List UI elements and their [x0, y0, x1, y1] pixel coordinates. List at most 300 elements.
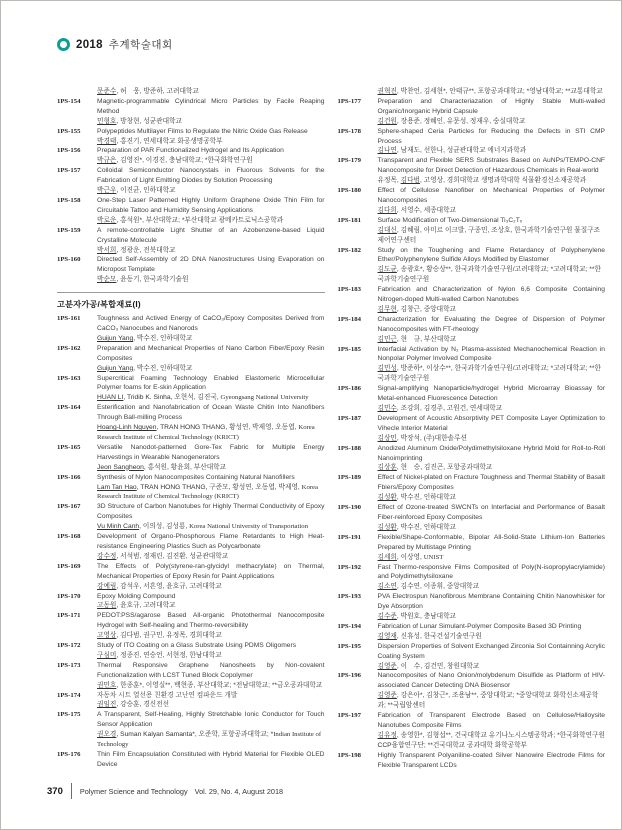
- entry-title: Polypeptides Multilayer Films to Regulate the Nitric Oxide Gas Release: [97, 127, 308, 135]
- entry-title: Surface Modification of Two-Dimensional Ti₃C₂Tₓ: [377, 216, 523, 224]
- program-entry: [57, 473, 325, 503]
- entry-code: 1PS-181: [337, 216, 361, 224]
- entry-title: Effect of Cellulose Nanofiber on Mechanical Properties of Polymer Nanocomposites: [377, 187, 605, 204]
- entry-code: 1PS-172: [57, 642, 81, 650]
- entry-authors: [97, 393, 325, 403]
- entry-code: 1PS-166: [57, 473, 81, 481]
- presenting-author: 김상민: [377, 434, 397, 442]
- author-text: , 정종진, 연승언, 서현정, 한남대학교: [116, 651, 222, 659]
- author-text: , 홍석원*, 부산대학교; *부산대학교 광메카트로닉스공학과: [116, 216, 284, 224]
- presenting-author: Hoang-Linh Nguyen: [97, 424, 157, 432]
- entry-title: Magnetic-programmable Cylindrical Micro Particles by Facile Reaping Method: [97, 97, 325, 115]
- entry-title: One-Step Laser Patterned Highly Uniform Graphene Oxide Thin Film for Circuitable Tattoo and Humidity Sensing Applications: [97, 196, 325, 214]
- program-entry: [338, 711, 606, 751]
- entry-authors: [97, 334, 325, 344]
- presenting-author: 김도균: [377, 266, 397, 274]
- author-text: , 이 수, 김건민, 창원대학교: [396, 662, 480, 670]
- author-text: UNIST: [423, 553, 444, 561]
- presenting-author: Guijun Yang: [97, 334, 134, 342]
- author-text: , 신휴성, 한국건설기술연구원: [396, 632, 482, 640]
- author-text: , 서석범, 정재린, 김진환, 성균관대학교: [116, 552, 229, 560]
- program-columns: [57, 87, 605, 771]
- entry-body: [97, 196, 325, 226]
- author-text: , 강승훈, 경신전선: [116, 701, 170, 709]
- entry-body: [378, 642, 606, 672]
- column-left: [57, 87, 325, 771]
- entry-body: [378, 473, 606, 503]
- author-text: , 조강희, 김경주, 고원건, 연세대학교: [396, 405, 503, 412]
- entry-title: Nanocomposites of Nano Onion/molybdenum Disulfide as Platform of HIV-associated Cancer Detecting DNA Biosensor: [377, 672, 605, 690]
- entry-authors: [378, 523, 606, 533]
- entry-body: [97, 226, 325, 256]
- entry-code: 1PS-186: [337, 385, 361, 393]
- entry-authors: [378, 176, 606, 186]
- entry-title: Supercritical Foaming Technology Enabled Elastomeric Microcellular Polymer foams for E-skin Application: [97, 374, 325, 392]
- program-entry: [57, 403, 325, 443]
- author-text: , 허 웅, 방준하, 고려대학교: [116, 88, 199, 95]
- program-entry: [57, 691, 325, 711]
- presenting-author: 권혁진: [377, 88, 397, 95]
- presenting-author: 권민호: [97, 681, 117, 689]
- entry-body: [97, 374, 325, 404]
- program-entry: [57, 562, 325, 592]
- program-entry: [57, 641, 325, 661]
- program-entry: [338, 503, 606, 533]
- entry-code: 1PS-184: [337, 315, 361, 323]
- presenting-author: 구심미: [97, 651, 117, 659]
- entry-authors: [378, 662, 606, 672]
- presenting-author: 박경태: [97, 137, 117, 145]
- entry-authors: [378, 305, 606, 315]
- entry-authors: [97, 681, 325, 691]
- page-number: 370: [47, 785, 63, 797]
- author-text: , 현 규, 부산대학교: [396, 335, 457, 343]
- entry-authors: [378, 206, 606, 216]
- entry-code: 1PS-192: [337, 563, 361, 571]
- page-header: [57, 37, 173, 52]
- entry-body: [378, 563, 606, 593]
- author-text: , 김영진*, 이경진, 충남대학교; *한국화학연구원: [116, 157, 253, 165]
- presenting-author: 강예림: [97, 582, 117, 590]
- entry-title: Signal-amplifying Nanoparticle/hydrogel Hybrid Microarray Bioassay for Metal-enhanced Fluorescence Detection: [377, 385, 605, 403]
- presenting-author: 박규은: [97, 157, 117, 165]
- entry-body: [378, 285, 606, 315]
- entry-code: 1PS-169: [57, 562, 81, 570]
- entry-code: [57, 87, 97, 97]
- entry-body: [97, 344, 325, 374]
- entry-body: [378, 711, 606, 751]
- entry-body: [378, 127, 606, 157]
- entry-title: Study on the Toughening and Flame Retardancy of Polyphenylene Ether/Polyphenylene Sulfide Alloys Modified by Elastomer: [377, 246, 605, 264]
- entry-authors: [97, 463, 325, 473]
- presenting-author: Vu Minh Canh: [97, 523, 140, 531]
- program-entry: [338, 414, 606, 444]
- author-text: , 김혜림, 아미르 이크발, 구종민, 조상호, 한국과학기술연구원 물질구조제어연구센터: [377, 226, 601, 244]
- entry-authors: [97, 156, 325, 166]
- presenting-author: 김건원: [377, 117, 397, 125]
- author-text: , 정광운, 전북대학교: [116, 246, 176, 254]
- program-entry: [57, 661, 325, 691]
- entry-body: [378, 622, 606, 642]
- author-text: , 송영한*, 김형섭**, 건국대학교 유기나노시스템공학과; *한국화학연구원 CCP융합연구단; **건국대학교 공과대학 화학공학부: [377, 731, 605, 749]
- author-text: , 홍석원, 황윤회, 부산대학교: [143, 463, 227, 471]
- entry-code: 1PS-196: [337, 672, 361, 680]
- presenting-author: 김무현: [377, 305, 397, 313]
- column-right: [338, 87, 606, 771]
- entry-code: 1PS-154: [57, 97, 81, 105]
- program-entry: [338, 345, 606, 385]
- program-entry: [338, 533, 606, 563]
- journal-name: Polymer Science and Technology: [79, 786, 188, 796]
- entry-title: Interfacial Activation by N₂ Plasma-assisted Mechanochemical Reaction in Nonpolar Polymer Involved Composite: [377, 345, 605, 363]
- entry-body: [97, 750, 325, 770]
- presenting-author: 김민성: [377, 365, 397, 373]
- entry-title: Fabrication of Lunar Simulant-Polymer Composite Based 3D Printing: [377, 622, 582, 630]
- entry-title: Highly Transparent Polyaniline-coated Silver Nanowire Electrode Films for Flexible Transparent LCDs: [377, 751, 605, 769]
- program-entry: [338, 216, 606, 246]
- entry-code: 1PS-171: [57, 612, 81, 620]
- entry-title: Dispersion Properties of Solvent Exchanged Zirconia Sol Containning Acrylic Coating System: [377, 642, 605, 660]
- entry-authors: [97, 364, 325, 374]
- author-text: 유정목,: [377, 177, 401, 185]
- entry-body: [97, 314, 325, 344]
- program-entry: [338, 642, 606, 672]
- entry-authors: [97, 117, 325, 127]
- program-entry: [338, 444, 606, 474]
- entry-code: 1PS-193: [337, 593, 361, 601]
- author-text: , 김수연, 이종휘, 중앙대학교: [396, 583, 480, 591]
- entry-title: Development of Acoustic Absorptivity PET Composite Layer Optimization to Vihecle Interior Material: [377, 414, 605, 432]
- entry-body: [97, 443, 325, 473]
- entry-authors: [378, 612, 606, 622]
- entry-title: Directed Self-Assembly of 2D DNA Nanostructures Using Evaporation on Micropost Template: [97, 256, 325, 274]
- entry-body: [378, 246, 606, 286]
- presenting-author: 고동원: [97, 602, 117, 610]
- entry-body: [97, 502, 325, 532]
- entry-code: 1PS-180: [337, 187, 361, 195]
- entry-code: 1PS-189: [337, 474, 361, 482]
- header-year: 2018: [76, 38, 103, 51]
- entry-title: A Transparent, Self-Healing, Highly Stretchable Ionic Conductor for Touch Sensor Application: [97, 711, 325, 729]
- entry-authors: [378, 731, 606, 751]
- entry-code: 1PS-185: [337, 345, 361, 353]
- program-entry: [57, 592, 325, 612]
- entry-body: [378, 315, 606, 345]
- entry-body: [378, 87, 606, 97]
- author-text: , 박수진, 인하대학교: [133, 364, 193, 372]
- author-text: , 강은아*, 김창근*, 조용남**, 중앙대학교; *중앙대학교 화학신소재공학과; **국립암센터: [377, 692, 599, 710]
- entry-authors: [97, 137, 325, 147]
- entry-authors: [378, 463, 606, 473]
- author-text: , 현 승, 김진곤, 포항공과대학교: [396, 464, 493, 472]
- entry-authors: [97, 275, 325, 285]
- journal-line: [80, 787, 283, 796]
- program-entry: [338, 246, 606, 286]
- program-entry: [57, 344, 325, 374]
- entry-code: 1PS-160: [57, 256, 81, 264]
- presenting-author: 김유정: [377, 731, 397, 739]
- program-entry: [57, 314, 325, 344]
- entry-authors: [97, 700, 325, 710]
- program-entry: [338, 592, 606, 622]
- entry-body: [97, 255, 325, 285]
- entry-code: 1PS-194: [337, 622, 361, 630]
- presenting-author: 문준수: [97, 88, 117, 95]
- entry-body: [378, 345, 606, 385]
- entry-code: 1PS-165: [57, 443, 81, 451]
- presenting-author: 권오경: [97, 731, 117, 739]
- author-text: , 방준하*, 이상수**, 한국과학기술연구원/고려대학교; *고려대학교; **한국과학기술연구원: [377, 365, 601, 383]
- presenting-author: 김수준: [377, 613, 397, 621]
- header-title: 추계학술대회: [108, 39, 173, 51]
- presenting-author: HUAN LI: [97, 394, 124, 402]
- entry-body: [97, 146, 325, 166]
- entry-code: 1PS-158: [57, 196, 81, 204]
- author-text: , 서영수, 세종대학교: [396, 206, 457, 214]
- author-text: , Suman Kalyan Samanta*, 오준학, 포항공과대학교; *: [116, 731, 274, 739]
- entry-code: [338, 87, 378, 97]
- author-text: , 박수진, 인하대학교: [133, 334, 193, 342]
- entry-title: Flexible/Shape-Conformable, Bipolar All-Solid-State Lithium-Ion Batteries Prepared by Multistage Printing: [377, 533, 605, 551]
- presenting-author: 김영재: [377, 632, 397, 640]
- author-text: , 송광호*, 황승상**, 한국과학기술연구원/고려대학교; *고려대학교; **한국과학기술연구원: [377, 266, 601, 284]
- entry-title: Toughness and Actived Energy of CaCO₃/Epoxy Composites Derived from CaCO₃ Nanocubes and Nanorods: [97, 315, 325, 333]
- author-text: Korea Research Institute of Chemical Technology (KRICT): [97, 424, 315, 441]
- entry-code: 1PS-157: [57, 167, 81, 175]
- program-entry: [57, 146, 325, 166]
- program-entry: [57, 502, 325, 532]
- entry-body: [97, 403, 325, 443]
- author-text: , 방창현, 성균관대학교: [116, 117, 182, 125]
- entry-title: Versatile Nanodot-patterned Gore-Tex Fabric for Multiple Energy Harvestings in Wearable Nanogenerators: [97, 443, 325, 461]
- entry-authors: [378, 582, 606, 592]
- entry-code: 1PS-195: [337, 642, 361, 650]
- author-text: , 장용준, 정혜인, 유문성, 정재우, 숭실대학교: [396, 117, 526, 125]
- authors-continuation: [338, 87, 606, 97]
- presenting-author: 김성환: [377, 523, 397, 531]
- presenting-author: 박근우: [97, 187, 117, 195]
- footer-divider: [71, 783, 72, 799]
- entry-body: [378, 592, 606, 622]
- entry-body: [97, 473, 325, 503]
- entry-body: [97, 87, 325, 97]
- author-text: , 고영상, 경희대학교 생명과학대학 식물환경신소재공학과: [420, 177, 587, 185]
- entry-body: [378, 533, 606, 563]
- entry-title: Thin Film Encapsulation Constituted with Hybrid Material for Flexible OLED Device: [97, 751, 325, 768]
- page-footer: [47, 783, 283, 799]
- author-text: , 박장석, (주)대한솔루션: [396, 434, 467, 442]
- entry-body: [97, 562, 325, 592]
- entry-code: 1PS-167: [57, 503, 81, 511]
- entry-code: 1PS-191: [337, 533, 361, 541]
- author-text: , TRAN HONG THANG, 황성연, 박제영, 오동엽,: [156, 424, 299, 432]
- authors-continuation: [57, 87, 325, 97]
- entry-code: 1PS-176: [57, 751, 81, 758]
- entry-body: [97, 97, 325, 127]
- entry-code: 1PS-173: [57, 661, 81, 669]
- entry-authors: [97, 601, 325, 611]
- entry-code: 1PS-188: [337, 444, 361, 452]
- program-entry: [338, 186, 606, 216]
- entry-title: Study of ITO Coating on a Glass Substrate Using PDMS Oligomers: [97, 642, 297, 650]
- entry-body: [97, 166, 325, 196]
- entry-body: [378, 444, 606, 474]
- author-text: , 감석우, 서흔영, 윤호규, 고려대학교: [116, 582, 222, 590]
- entry-authors: [97, 216, 325, 226]
- entry-title: A remote-controllable Light Shutter of an Azobenzene-based Liquid Crystalline Molecule: [97, 226, 325, 244]
- entry-authors: [97, 651, 325, 661]
- author-text: Korea National University of Transportation: [189, 523, 308, 531]
- entry-title: Characterization for Evaluating the Degree of Dispersion of Polymer Nanocomposites with FT-rheology: [377, 315, 605, 333]
- entry-code: 1PS-156: [57, 147, 81, 155]
- entry-authors: [378, 146, 606, 156]
- entry-authors: [97, 423, 325, 443]
- entry-title: Synthesis of Nylon Nanocomposites Containing Natural Nanofillers: [97, 473, 295, 481]
- entry-title: PEDOT:PSS/agarose Based All-organic Photothermal Nanocomposite Hydrogel with Self-healing and Thermo-reversibility: [97, 612, 325, 630]
- entry-body: [378, 751, 606, 771]
- entry-title: Fabrication and Characterization of Nylon 6,6 Composite Containing Nitrogen-doped Multi-walled Carbon Nanotubes: [377, 286, 605, 304]
- entry-title: Epoxy Molding Compound: [97, 592, 176, 600]
- program-entry: [338, 285, 606, 315]
- program-entry: [338, 563, 606, 593]
- entry-title: The Effects of Poly(styrene-ran-glycidyl methacrylate) on Thermal, Mechanical Properties of Epoxy Resin for Paint Applications: [97, 562, 325, 580]
- presenting-author: 김민수: [377, 405, 397, 412]
- entry-authors: [378, 226, 606, 246]
- program-entry: [57, 710, 325, 750]
- presenting-author: 김다희: [377, 206, 397, 214]
- entry-title: Fabrication of Transparent Electrode Based on Cellulose/Halloysite Nanotubes Composite Films: [377, 712, 605, 729]
- entry-authors: [97, 552, 325, 562]
- presenting-author: 김대신: [377, 226, 397, 234]
- entry-title: Preparation and Characteriazation of Highly Stable Multi-walled Organic/Inorganic Hybrid Capsule: [377, 97, 605, 115]
- entry-authors: [97, 483, 325, 503]
- entry-body: [97, 127, 325, 147]
- entry-body: [97, 691, 325, 711]
- entry-body: [97, 532, 325, 562]
- program-entry: [57, 255, 325, 285]
- author-text: , 남재도, 선한나, 성균관대학교 에너지과학과: [396, 147, 527, 155]
- entry-authors: [97, 186, 325, 196]
- program-entry: [57, 196, 325, 226]
- program-entry: [57, 532, 325, 562]
- entry-body: [97, 592, 325, 612]
- entry-body: [378, 414, 606, 444]
- author-text: , 박수진, 인하대학교: [396, 494, 457, 502]
- program-entry: [338, 127, 606, 157]
- author-text: Korea Research Institute of Chemical Technology (KRICT): [97, 483, 318, 501]
- presenting-author: 김나연: [377, 147, 397, 155]
- entry-code: 1PS-174: [57, 691, 81, 699]
- entry-title: Effect of Ozone-treated SWCNTs on Interfacial and Performance of Basalt Fiber-reinforced Epoxy Composites: [377, 504, 605, 521]
- entry-body: [378, 156, 606, 186]
- program-entry: [57, 166, 325, 196]
- entry-authors: [378, 632, 606, 642]
- presenting-author: 김소연: [377, 583, 397, 591]
- entry-body: [378, 186, 606, 216]
- presenting-author: Jeon Sangheon: [97, 463, 144, 471]
- presenting-author: 박서희: [97, 246, 117, 254]
- entry-code: 1PS-162: [57, 344, 81, 352]
- section-heading: 고분자가공/복합재료(I): [57, 292, 325, 310]
- program-entry: [57, 374, 325, 404]
- presenting-author: 김성환: [377, 494, 397, 502]
- author-text: Gyeongsang National University: [220, 394, 309, 402]
- program-entry: [57, 750, 325, 770]
- entry-body: [378, 216, 606, 246]
- journal-issue: Vol. 29, No. 4, August 2018: [194, 786, 284, 796]
- program-entry: [57, 611, 325, 641]
- presenting-author: 강수정: [97, 552, 117, 560]
- presenting-author: 김영준: [377, 662, 397, 670]
- entry-body: [97, 661, 325, 691]
- entry-code: 1PS-187: [337, 414, 361, 422]
- entry-code: 1PS-163: [57, 374, 81, 382]
- presenting-author: 김상훈: [377, 464, 397, 472]
- program-entry: [57, 97, 325, 127]
- author-text: , Tridib K. Sinha, 오현석, 김진국,: [123, 394, 221, 402]
- entry-title: Preparation and Mechanical Properties of Nano Carbon Fiber/Epoxy Resin Composites: [97, 344, 325, 362]
- entry-code: 1PS-161: [57, 315, 81, 323]
- entry-title: Esterification and Nanofabrication of Ocean Waste Chitin Into Nanofibers Through Ball-milling Process: [97, 404, 325, 422]
- presenting-author: 박로운: [97, 216, 117, 224]
- entry-title: Sphere-shaped Ceria Particles for Reducing the Defects in STI CMP Process: [377, 127, 605, 145]
- program-entry: [338, 671, 606, 711]
- program-entry: [338, 156, 606, 186]
- entry-authors: [378, 265, 606, 285]
- author-text: , 박수진, 인하대학교: [396, 523, 457, 531]
- entry-body: [97, 611, 325, 641]
- presenting-author: 김세희: [377, 553, 397, 561]
- entry-title: Fast Thermo-responsive Films Composited of Poly(N-isopropylacrylamide) and Polydimethylsiloxane: [377, 563, 605, 581]
- entry-code: 1PS-159: [57, 226, 81, 234]
- author-text: , 이의성, 김성룡,: [139, 523, 190, 531]
- entry-body: [378, 503, 606, 533]
- entry-authors: [378, 87, 606, 97]
- entry-authors: [378, 434, 606, 444]
- entry-authors: [378, 335, 606, 345]
- entry-code: 1PS-175: [57, 711, 81, 719]
- entry-authors: [378, 404, 606, 414]
- entry-code: 1PS-170: [57, 592, 81, 600]
- entry-code: 1PS-198: [337, 751, 361, 759]
- entry-authors: [97, 730, 325, 750]
- program-entry: [57, 226, 325, 256]
- entry-code: 1PS-197: [337, 712, 361, 720]
- entry-code: 1PS-177: [337, 97, 361, 105]
- ring-icon: [57, 38, 70, 51]
- presenting-author: 김영준: [377, 692, 397, 700]
- entry-authors: [378, 553, 606, 563]
- program-entry: [57, 127, 325, 147]
- author-text: , 윤동기, 한국과학기술원: [116, 276, 189, 284]
- entry-title: Transparent and Flexible SERS Substrates Based on AuNPs/TEMPO-CNF Nanocomposite for Direct Detection of Hazardous Chemicals in Real-world: [377, 157, 605, 175]
- author-text: , 윤호규, 고려대학교: [116, 602, 176, 610]
- entry-code: 1PS-190: [337, 504, 361, 512]
- presenting-author: 박순모: [97, 276, 117, 284]
- author-text: , 홍진기, 연세대학교 화공생명공학부: [116, 137, 223, 145]
- author-text: , 박원호, 충남대학교: [396, 613, 457, 621]
- author-text: , 한종훈*, 이영실**, 백현종, 부산대학교; *전남대학교; **금오공과대학교: [116, 681, 323, 689]
- program-entry: [338, 751, 606, 771]
- entry-code: 1PS-179: [337, 157, 361, 165]
- author-text: , 이상영,: [396, 553, 424, 561]
- entry-body: [97, 641, 325, 661]
- entry-authors: [97, 522, 325, 532]
- entry-title: PVA Electrospun Nanofibrous Membrane Containing Chitin Nanowhisker for Dye Absorption: [377, 593, 605, 611]
- presenting-author: 김민근: [377, 335, 397, 343]
- presenting-author: Guijun Yang: [97, 364, 134, 372]
- presenting-author: 고영상: [97, 632, 117, 640]
